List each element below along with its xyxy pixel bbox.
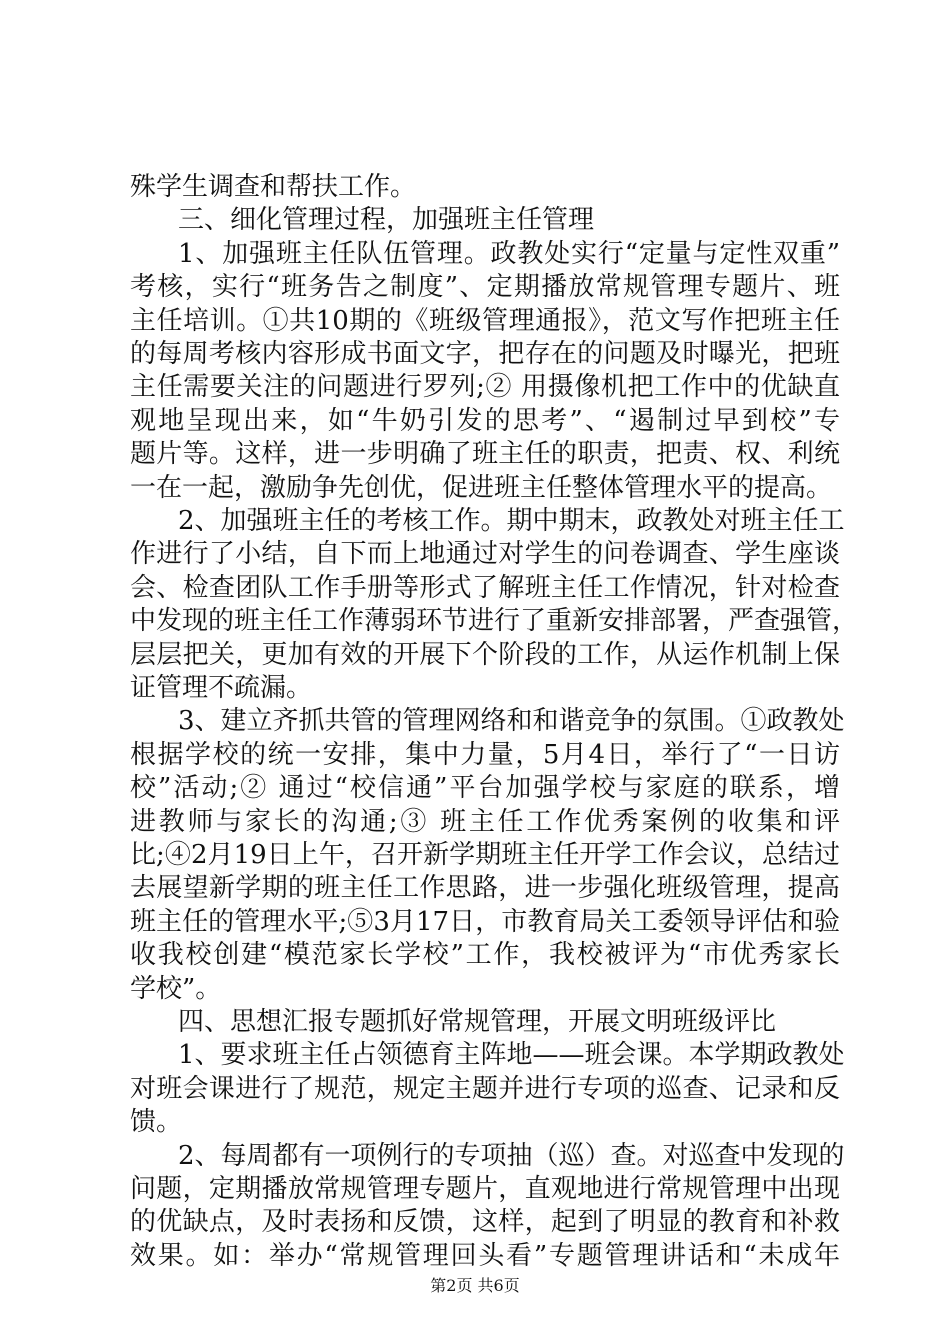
text-line: 去展望新学期的班主任工作思路，进一步强化班级管理，提高 <box>130 873 840 904</box>
text-line: 主任培训。①共10期的《班级管理通报》，范文写作把班主任 <box>130 305 840 336</box>
text-line: 1、要求班主任占领德育主阵地——班会课。本学期政教处 <box>178 1040 845 1071</box>
text-line: 证管理不疏漏。 <box>130 673 313 703</box>
text-line: 层层把关，更加有效的开展下个阶段的工作，从运作机制上保 <box>130 639 840 670</box>
text-line: 比;④2月19日上午，召开新学期班主任开学工作会议，总结过 <box>130 840 840 870</box>
text-line: 校”活动;② 通过“校信通”平台加强学校与家庭的联系，增 <box>130 773 840 804</box>
text-line: 考核，实行“班务告之制度”、定期播放常规管理专题片、班 <box>130 272 840 303</box>
text-line: 主任需要关注的问题进行罗列;② 用摄像机把工作中的优缺直 <box>130 372 840 403</box>
text-line: 1、加强班主任队伍管理。政教处实行“定量与定性双重” <box>178 238 840 269</box>
text-line: 三、细化管理过程，加强班主任管理 <box>178 205 595 236</box>
text-line: 的优缺点，及时表扬和反馈，这样，起到了明显的教育和补救 <box>130 1207 840 1238</box>
text-line: 对班会课进行了规范，规定主题并进行专项的巡查、记录和反 <box>130 1073 840 1104</box>
text-line: 殊学生调查和帮扶工作。 <box>130 172 417 202</box>
text-line: 2、加强班主任的考核工作。期中期末，政教处对班主任工 <box>178 506 845 536</box>
text-line: 2、每周都有一项例行的专项抽（巡）查。对巡查中发现的 <box>178 1140 845 1171</box>
text-line: 班主任的管理水平;⑤3月17日，市教育局关工委领导评估和验 <box>130 906 840 937</box>
text-line: 3、建立齐抓共管的管理网络和和谐竞争的氛围。①政教处 <box>178 706 845 737</box>
text-line: 观地呈现出来，如“牛奶引发的思考”、“遏制过早到校”专 <box>130 405 840 436</box>
text-line: 一在一起，激励争先创优，促进班主任整体管理水平的提高。 <box>130 472 833 503</box>
text-line: 题片等。这样，进一步明确了班主任的职责，把责、权、利统 <box>130 439 840 470</box>
page-footer: 第2页 共6页 <box>430 1276 520 1295</box>
text-line: 馈。 <box>130 1107 183 1138</box>
text-line: 收我校创建“模范家长学校”工作，我校被评为“市优秀家长 <box>130 940 840 971</box>
text-line: 作进行了小结，自下而上地通过对学生的问卷调查、学生座谈 <box>130 539 840 570</box>
text-line: 四、思想汇报专题抓好常规管理，开展文明班级评比 <box>178 1007 777 1037</box>
text-line: 会、检查团队工作手册等形式了解班主任工作情况，针对检查 <box>130 572 840 603</box>
text-line: 效果。如：举办“常规管理回头看”专题管理讲话和“未成年 <box>130 1240 840 1271</box>
text-line: 学校”。 <box>130 973 222 1004</box>
text-line: 根据学校的统一安排，集中力量，5月4日，举行了“一日访 <box>130 739 840 770</box>
text-line: 中发现的班主任工作薄弱环节进行了重新安排部署，严查强管， <box>130 606 859 637</box>
text-line: 问题，定期播放常规管理专题片，直观地进行常规管理中出现 <box>130 1174 840 1204</box>
text-line: 的每周考核内容形成书面文字，把存在的问题及时曝光，把班 <box>130 339 840 369</box>
text-line: 进教师与家长的沟通;③ 班主任工作优秀案例的收集和评 <box>130 806 840 837</box>
